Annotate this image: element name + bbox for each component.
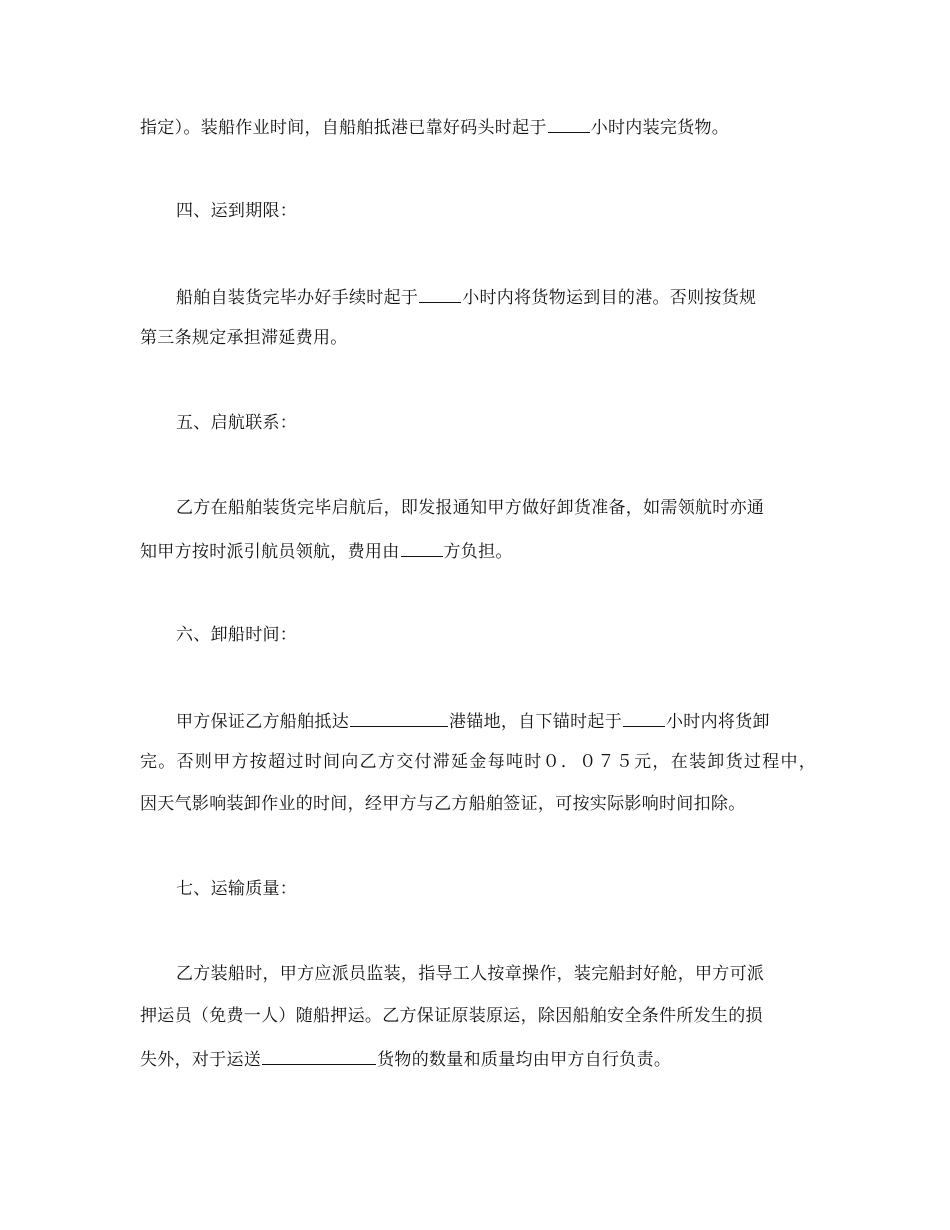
fill-blank-hours: [623, 709, 665, 727]
section-heading-5: 五、启航联系：: [176, 413, 298, 433]
fill-blank-hours: [548, 115, 590, 133]
paragraph-transport-quality: 乙方装船时，甲方应派员监装，指导工人按章操作，装完船封好舱，甲方可派: [176, 964, 765, 984]
paragraph-line: 完。否则甲方按超过时间向乙方交付滞延金每吨时０．０７５元，在装卸货过程中，: [140, 752, 818, 772]
fill-blank-party: [401, 539, 443, 557]
text: 小时内将货物运到目的港。否则按货规: [462, 288, 757, 308]
paragraph-line: 第三条规定承担滞延费用。: [140, 328, 348, 348]
text: 方负担。: [443, 542, 513, 562]
paragraph-line: [140, 1047, 671, 1071]
paragraph-loading-time-end: [140, 115, 729, 139]
text: 知甲方按时派引航员领航，费用由: [140, 542, 400, 562]
text: 甲方保证乙方船舶抵达: [176, 712, 349, 732]
paragraph-unloading-time: [176, 709, 770, 733]
text: 小时内将货卸: [666, 712, 770, 732]
text: 船舶自装货完毕办好手续时起于: [176, 288, 419, 308]
text: 失外，对于运送: [140, 1050, 262, 1070]
text: 指定）。装船作业时间，自船舶抵港已靠好码头时起于: [140, 118, 547, 138]
paragraph-line: [140, 539, 513, 563]
section-heading-4: 四、运到期限：: [176, 201, 298, 221]
text: 货物的数量和质量均由甲方自行负责。: [377, 1050, 672, 1070]
text: 小时内装完货物。: [590, 118, 730, 138]
paragraph-departure-notice: 乙方在船舶装货完毕启航后，即发报通知甲方做好卸货准备，如需领航时亦通: [176, 498, 765, 518]
text: 港锚地，自下锚时起于: [449, 712, 622, 732]
fill-blank-hours: [419, 285, 461, 303]
fill-blank-cargo: [262, 1047, 376, 1065]
fill-blank-port: [350, 709, 448, 727]
section-heading-7: 七、运输质量：: [176, 879, 298, 899]
paragraph-line: 因天气影响装卸作业的时间，经甲方与乙方船舶签证，可按实际影响时间扣除。: [140, 794, 746, 814]
section-heading-6: 六、卸船时间：: [176, 625, 298, 645]
paragraph-delivery-deadline: [176, 285, 756, 309]
paragraph-line: 押运员（免费一人）随船押运。乙方保证原装原运，除因船舶安全条件所发生的损: [140, 1006, 763, 1026]
